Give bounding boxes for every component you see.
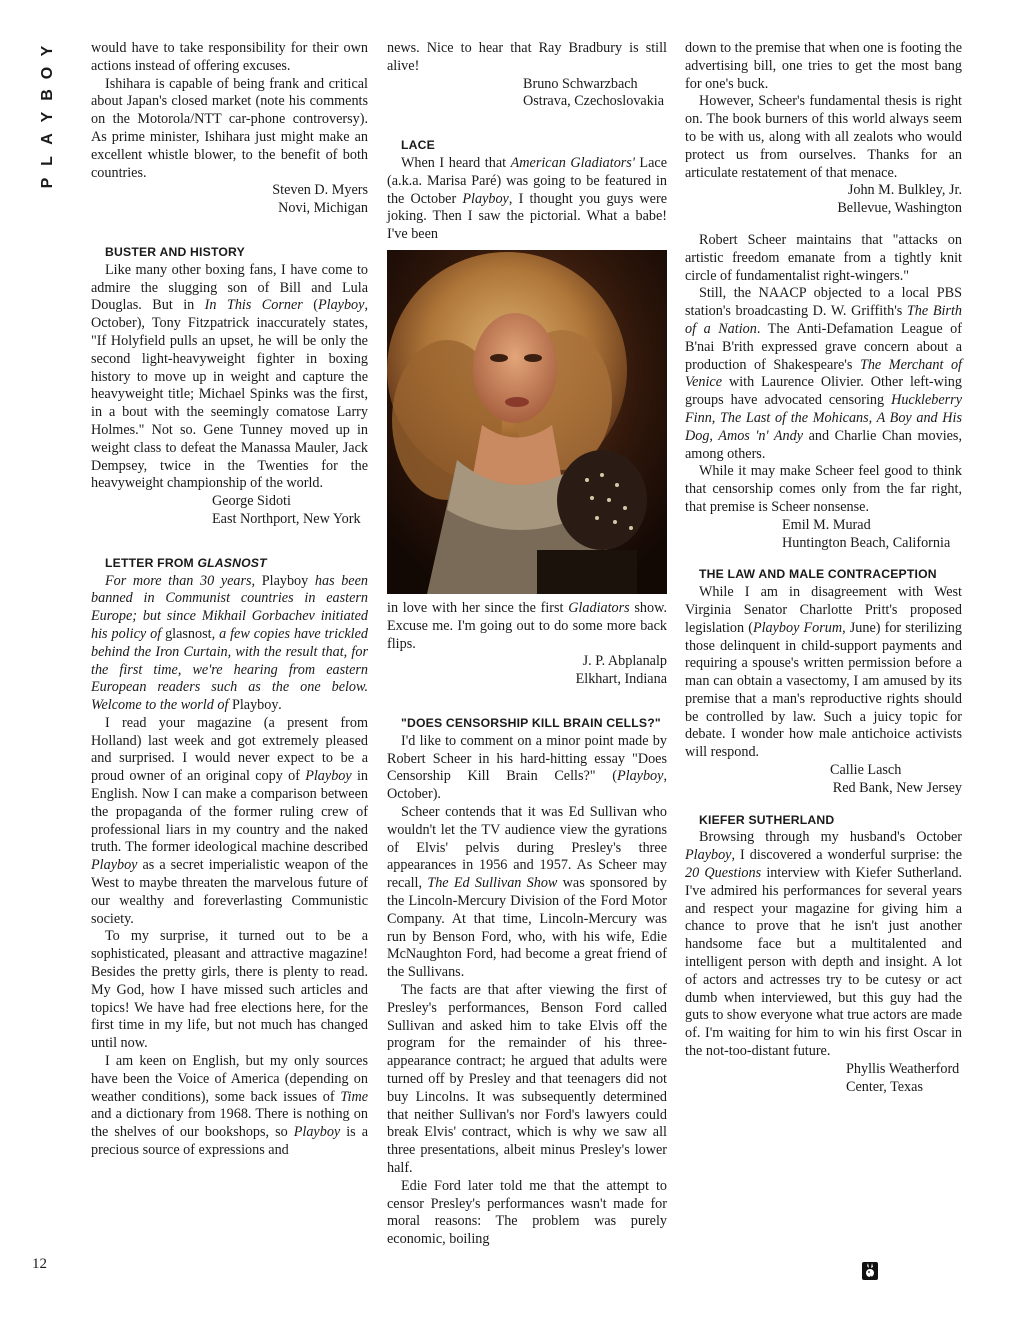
signature-name: J. P. Abplanalp [582, 653, 667, 670]
letter-paragraph: Scheer contends that it was Ed Sullivan who wouldn't let the TV audience view the gyrations of Elvis' pelvis during Presley's three appearances in 1956 and 1957. As Scheer may recall, The Ed Sullivan Show was sponsored by the Lincoln-Mercury Division of the Ford Motor Company. At that time, Lincoln-Mercury was run by Benson Ford, who, with his wife, Edie McNaughton Ford, had become a great friend of the Sullivans. [387, 803, 667, 981]
letter-paragraph: Ishihara is capable of being frank and critical about Japan's closed market (note his comments on the Motorola/NTT car-phone controversy). As prime minister, Ishihara just might make an excellent whistle blower, to the benefit of both countries. [91, 75, 368, 181]
editor-note: For more than 30 years, Playboy has been banned in Communist countries in eastern Europe; but since Mikhail Gorbachev initiated his policy of glasnost, a few copies have trickled behind the Iron Curtain, with the result that, for the first time, we're hearing from eastern European readers such as the one below. Welcome to the world of Playboy. [91, 572, 368, 714]
signature-name: Steven D. Myers [272, 182, 368, 199]
magazine-vertical-title [33, 40, 63, 194]
letter-paragraph: Still, the NAACP objected to a local PBS station's broadcasting D. W. Griffith's The Birth of a Nation. The Anti-Defamation League of B'nai B'rith expressed grave concern about a production of Shakespeare's The Merchant of Venice with Laurence Olivier. Other left-wing groups have advocated censoring Huckleberry Finn, The Last of the Mohicans, A Boy and His Dog, Amos 'n' Andy and Charlie Chan movies, among others. [685, 285, 962, 462]
letter-paragraph: news. Nice to hear that Ray Bradbury is still alive! [387, 40, 667, 74]
pictorial-photo [387, 250, 667, 594]
vertical-letter: Y [39, 111, 56, 123]
signature-name: Emil M. Murad [782, 516, 871, 533]
letter-paragraph: Like many other boxing fans, I have come to admire the slugging son of Bill and Lula Douglas. But in In This Corner (Playboy, October), Tony Fitzpatrick inaccurately states, "If Holyfield pulls an upset, he will be only the second light-heavyweight fighter in boxing history to move up in weight and capture the heavyweight title; Michael Spinks was the first, in a bout with the seemingly comatose Larry Holmes." Not so. Gene Tunney moved up in weight class to defeat the Manassa Mauler, Jack Dempsey, twice in the Twenties for the heavyweight championship of the world. [91, 261, 368, 492]
signature-place: Center, Texas [846, 1078, 923, 1095]
letter-paragraph: Edie Ford later told me that the attempt to censor Presley's performances wasn't made for moral reasons: The problem was purely economic, boiling [387, 1177, 667, 1248]
vertical-letter: P [39, 177, 56, 189]
section-heading: THE LAW AND MALE CONTRACEPTION [699, 567, 937, 582]
signature-place: Huntington Beach, California [782, 534, 951, 551]
signature-place: Novi, Michigan [278, 200, 368, 217]
letter-paragraph: Robert Scheer maintains that "attacks on artistic freedom emanate from a tightly knit circle of fundamentalist right-wingers." [685, 231, 962, 284]
signature-place: Red Bank, New Jersey [832, 779, 962, 796]
page-number: 12 [32, 1256, 47, 1272]
letter-paragraph: While it may make Scheer feel good to think that censorship comes only from the far right, that premise is Scheer nonsense. [685, 463, 962, 515]
signature-name: Bruno Schwarzbach [523, 75, 638, 92]
letter-paragraph: I am keen on English, but my only sources have been the Voice of America (depending on weather conditions), some back issues of Time and a dictionary from 1968. There is nothing on the shelves of our bookshops, so Playboy is a precious source of expressions and [91, 1053, 368, 1159]
letter-paragraph: However, Scheer's fundamental thesis is right on. The book burners of this world always seem to be with us, along with all zealots who would protect us from ourselves. Thanks for an articulate restatement of that menace. [685, 93, 962, 181]
letter-paragraph: in love with her since the first Gladiators show. Excuse me. I'm going out to do some more back flips. [387, 600, 667, 652]
column-2 [387, 40, 667, 244]
column-2-continued [387, 600, 667, 1249]
signature-place: East Northport, New York [212, 510, 361, 527]
vertical-letter: A [39, 133, 56, 145]
signature-place: Bellevue, Washington [837, 200, 962, 217]
vertical-letter: B [39, 89, 56, 101]
signature-name: Phyllis Weatherford [846, 1060, 960, 1077]
letter-paragraph: When I heard that American Gladiators' Lace (a.k.a. Marisa Paré) was going to be featured in the October Playboy, I thought you guys were joking. Then I saw the pictorial. What a babe! I've been [387, 154, 667, 243]
section-heading: BUSTER AND HISTORY [105, 244, 245, 259]
column-1 [91, 40, 368, 1160]
section-heading: LETTER FROM GLASNOST [105, 555, 267, 570]
letter-paragraph: To my surprise, it turned out to be a sophisticated, pleasant and attractive magazine! Besides the pretty girls, there is plenty to read. My God, how I have missed such articles and topics! We have had free elections here, for the first time in my life, but not much has changed until now. [91, 928, 368, 1052]
signature-place: Ostrava, Czechoslovakia [523, 93, 665, 110]
column-3 [685, 40, 962, 1096]
signature-name: Callie Lasch [830, 762, 902, 779]
vertical-letter: L [39, 156, 56, 166]
letter-paragraph: I'd like to comment on a minor point made by Robert Scheer in his hard-hitting essay "Does Censorship Kill Brain Cells?" (Playboy, October). [387, 732, 667, 803]
letter-paragraph: Browsing through my husband's October Playboy, I discovered a wonderful surprise: the 20 Questions interview with Kiefer Sutherland. I've admired his performances for several years and respect your magazine for giving him a chance to prove that he isn't just another handsome face but a multitalented and intelligent person with depth and insight. A lot of actors and actresses try to be cutesy or act dumb when interviewed, but this guy had the guts to show everyone what true actors are made of. I'm waiting for him to win his first Oscar in the not-too-distant future. [685, 829, 962, 1060]
portrait-image [387, 250, 667, 594]
signature-name: George Sidoti [212, 493, 291, 510]
letter-paragraph: While I am in disagreement with West Virginia Senator Charlotte Pritt's proposed legislation (Playboy Forum, June) for sterilizing those delinquent in child-support payments and requiring a spouse's written permission before a man can obtain a vasectomy, I am amused by its premise that a man's reproductive rights should be controlled by law. Such a juicy topic for debate. I wonder how male antichoice activists will respond. [685, 584, 962, 761]
section-heading: LACE [401, 138, 435, 153]
vertical-letter: Y [39, 45, 56, 57]
letter-paragraph: would have to take responsibility for their own actions instead of offering excuses. [91, 40, 368, 74]
rabbit-head-icon [862, 1262, 878, 1280]
letter-paragraph: down to the premise that when one is footing the advertising bill, one tries to get the most bang for one's buck. [685, 40, 962, 92]
signature-place: Elkhart, Indiana [575, 671, 667, 688]
section-heading: KIEFER SUTHERLAND [699, 812, 835, 827]
vertical-letter: O [39, 66, 56, 80]
letter-paragraph: The facts are that after viewing the first of Presley's performances, Benson Ford called Sullivan and asked him to take Elvis off the program for the remainder of his three-appearance contract; he argued that adults were turned off by Presley and that teenagers did not buy Lincolns. It was subsequently determined that neither Sullivan's nor Ford's lawyers could break Elvis' contract, which is why we saw all three presentations, albeit minus Presley's lower half. [387, 981, 667, 1176]
letter-paragraph: I read your magazine (a present from Holland) last week and got extremely pleased and surprised. I would never expect to be a proud owner of an original copy of Playboy in English. Now I can make a comparison between the propaganda of the former ruling crew of professional liars in my country and the naked truth. The former ideological machine described Playboy as a secret imperialistic weapon of the West to maybe threaten the marvelous future of our wealthy and foreverlasting Communistic society. [91, 714, 368, 927]
section-heading: "DOES CENSORSHIP KILL BRAIN CELLS?" [401, 715, 661, 730]
signature-name: John M. Bulkley, Jr. [847, 182, 962, 199]
